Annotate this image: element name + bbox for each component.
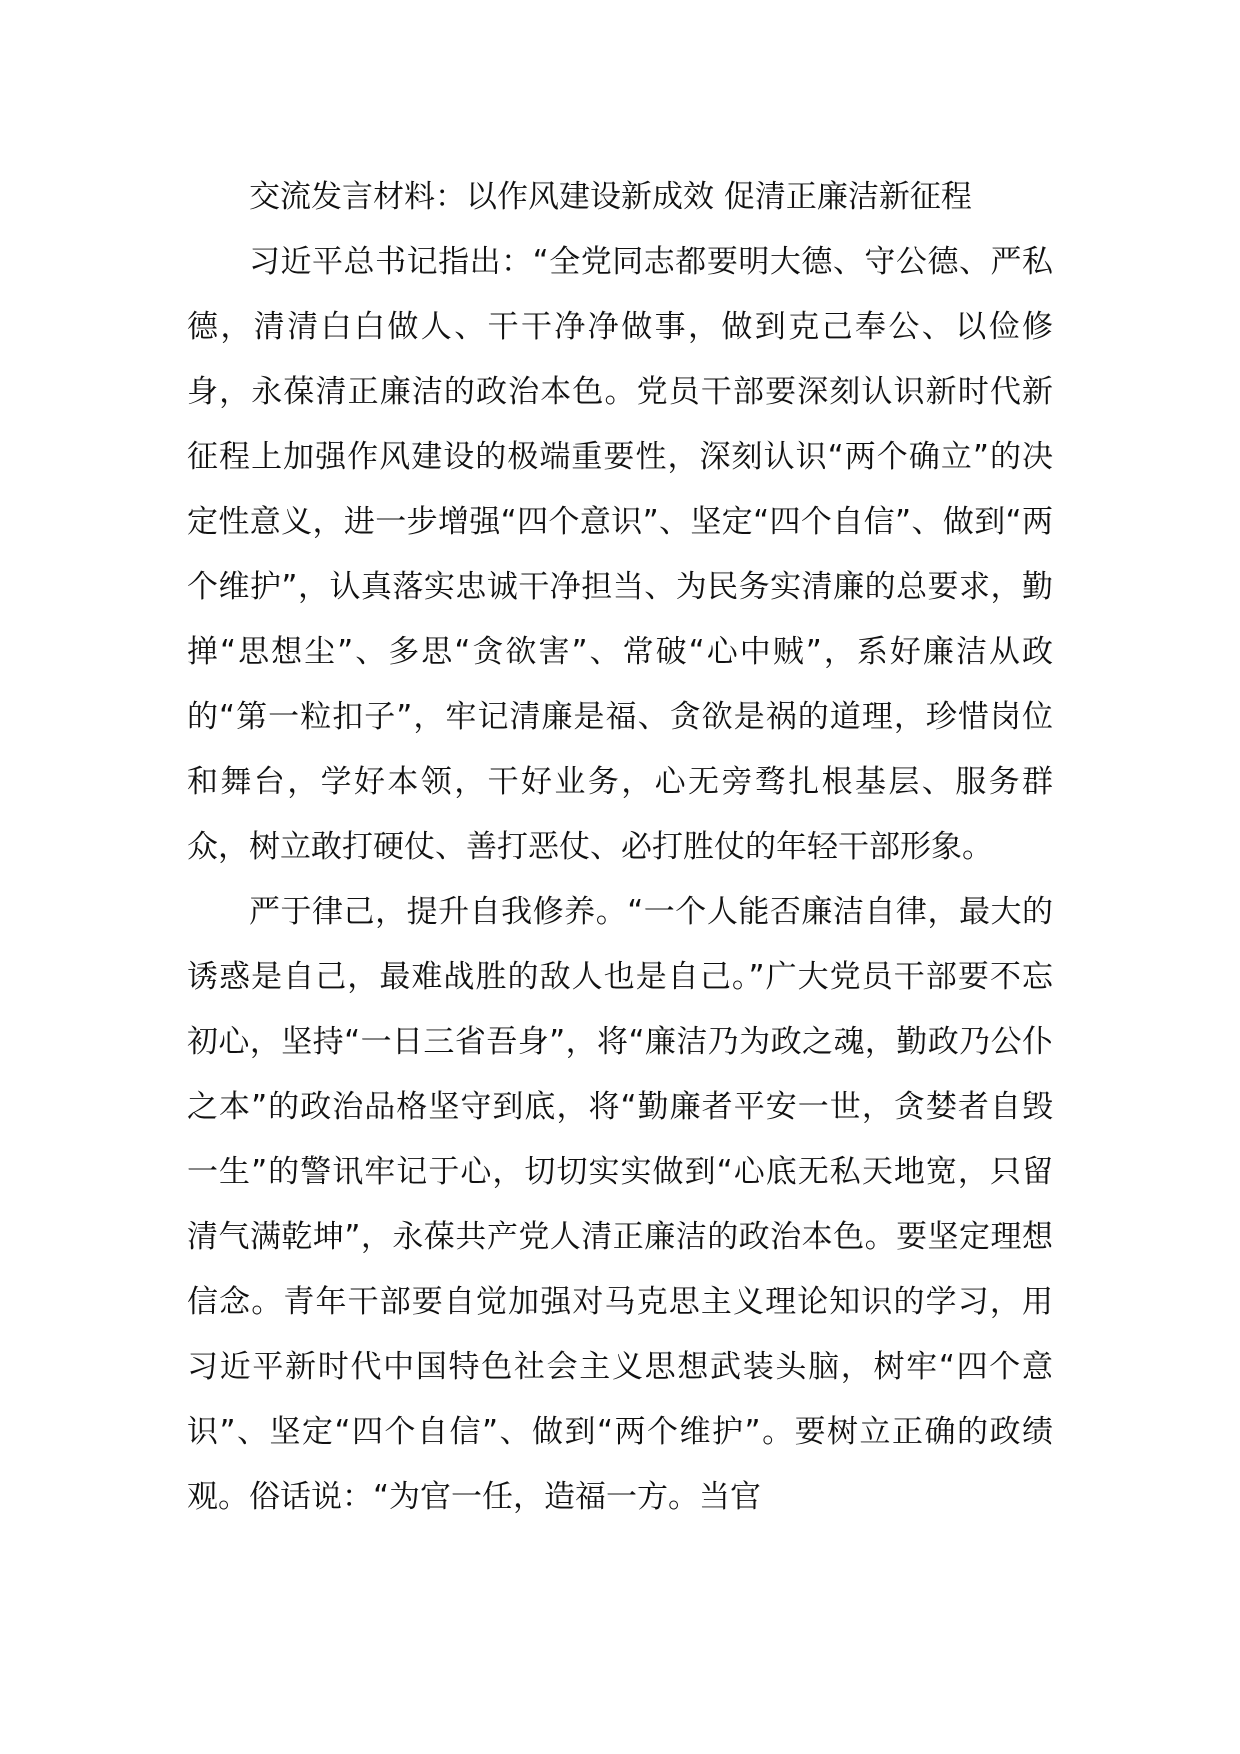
document-body bbox=[187, 165, 1053, 1530]
paragraph-1: 习近平总书记指出：“全党同志都要明大德、守公德、严私德，清清白白做人、干干净净做事，做到克己奉公、以俭修身，永葆清正廉洁的政治本色。党员干部要深刻认识新时代新征程上加强作风建设的极端重要性，深刻认识“两个确立”的决定性意义，进一步增强“四个意识”、坚定“四个自信”、做到“两个维护”，认真落实忠诚干净担当、为民务实清廉的总要求，勤掸“思想尘”、多思“贪欲害”、常破“心中贼”，系好廉洁从政的“第一粒扣子”，牢记清廉是福、贪欲是祸的道理，珍惜岗位和舞台，学好本领，干好业务，心无旁骛扎根基层、服务群众，树立敢打硬仗、善打恶仗、必打胜仗的年轻干部形象。 bbox=[187, 244, 1053, 865]
paragraph-2: 严于律己，提升自我修养。“一个人能否廉洁自律，最大的诱惑是自己，最难战胜的敌人也是自己。”广大党员干部要不忘初心，坚持“一日三省吾身”，将“廉洁乃为政之魂，勤政乃公仆之本”的政治品格坚守到底，将“勤廉者平安一世，贪婪者自毁一生”的警讯牢记于心，切切实实做到“心底无私天地宽，只留清气满乾坤”，永葆共产党人清正廉洁的政治本色。要坚定理想信念。青年干部要自觉加强对马克思主义理论知识的学习，用习近平新时代中国特色社会主义思想武装头脑，树牢“四个意识”、坚定“四个自信”、做到“两个维护”。要树立正确的政绩观。俗话说：“为官一任，造福一方。当官 bbox=[187, 894, 1053, 1515]
document-title: 交流发言材料：以作风建设新成效 促清正廉洁新征程 bbox=[249, 179, 972, 215]
